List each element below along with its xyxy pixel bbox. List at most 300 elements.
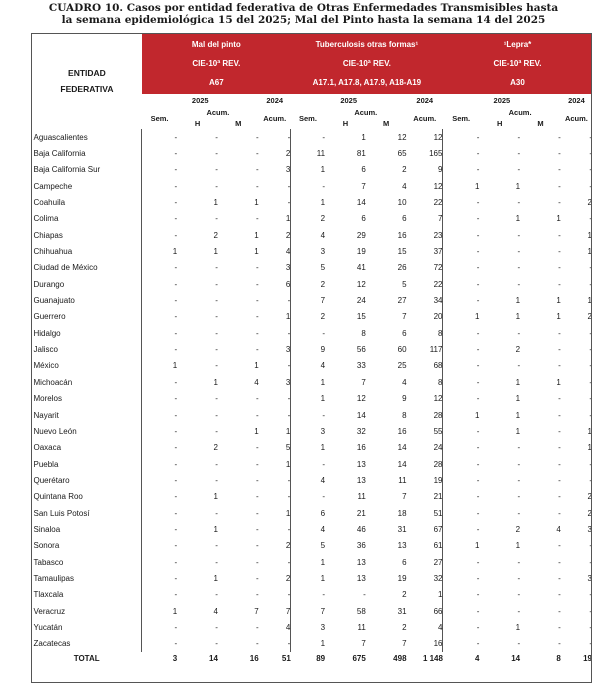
value-cell: - <box>291 178 325 194</box>
value-cell: - <box>255 149 259 159</box>
value-cell: 1 <box>213 198 218 208</box>
value-cell: 1 <box>213 573 218 583</box>
group-rev: CIE-10ª REV. <box>342 59 391 68</box>
value-cell: - <box>558 328 561 338</box>
year-2025: 2025 <box>340 96 358 105</box>
value-cell: - <box>517 590 521 600</box>
value-cell: 9 <box>291 341 325 357</box>
value-cell: - <box>443 587 479 603</box>
value-cell: 1 <box>515 181 521 191</box>
value-cell: - <box>558 443 561 453</box>
value-cell: - <box>287 132 291 142</box>
value-cell: 14 <box>397 459 407 469</box>
value-cell: - <box>558 459 561 469</box>
table-row <box>32 619 593 635</box>
value-cell: 4 <box>402 377 407 387</box>
value-cell: 1 <box>254 361 259 371</box>
value-cell: 3 <box>285 165 291 175</box>
value-cell: 61 <box>433 541 443 551</box>
value-cell: 1 <box>291 636 325 652</box>
value-cell: 56 <box>356 345 366 355</box>
value-cell: - <box>589 361 592 371</box>
total-label: TOTAL <box>73 654 100 663</box>
value-cell: 4 <box>402 181 407 191</box>
value-cell: - <box>215 541 218 551</box>
value-cell: 1 <box>515 426 521 436</box>
table-body <box>32 129 593 652</box>
value-cell: 1 <box>291 391 325 407</box>
value-cell: - <box>517 606 521 616</box>
value-cell: 7 <box>361 377 366 387</box>
value-cell: - <box>215 508 218 518</box>
value-cell: - <box>142 423 177 439</box>
value-cell: - <box>558 508 561 518</box>
value-cell: 3 <box>285 345 291 355</box>
value-cell: - <box>443 276 479 292</box>
value-cell: 6 <box>361 214 366 224</box>
value-cell: 20 <box>433 312 443 322</box>
value-cell: - <box>443 423 479 439</box>
value-cell: 13 <box>397 541 407 551</box>
table-row <box>32 145 593 161</box>
value-cell: - <box>287 198 291 208</box>
value-cell: - <box>589 279 592 289</box>
value-cell: - <box>443 505 479 521</box>
title-line-2: la semana epidemiológica 15 del 2025; Mal del Pinto hasta la semana 14 del 2025 <box>61 14 546 26</box>
table-row <box>32 636 593 652</box>
value-cell: 1 <box>285 214 291 224</box>
value-cell: 2 <box>213 443 218 453</box>
sem-header: Sem. <box>150 113 169 123</box>
value-cell: - <box>589 165 592 175</box>
value-cell: - <box>558 573 561 583</box>
value-cell: 5 <box>285 443 291 453</box>
value-cell: - <box>291 129 325 145</box>
group-header-lepra <box>443 33 592 94</box>
value-cell: 72 <box>433 263 443 273</box>
value-cell: - <box>443 489 479 505</box>
group-rev: CIE-10ª REV. <box>493 59 542 68</box>
value-cell: 16 <box>397 230 407 240</box>
value-cell: 1 <box>254 247 259 257</box>
entidad-name: Quintana Roo <box>32 489 142 505</box>
value-cell: - <box>291 587 325 603</box>
value-cell: - <box>443 260 479 276</box>
value-cell: 7 <box>291 292 325 308</box>
value-cell: - <box>215 345 218 355</box>
table-row <box>32 472 593 488</box>
value-cell: - <box>443 636 479 652</box>
table-row <box>32 178 593 194</box>
value-cell: - <box>142 440 177 456</box>
value-cell: 4 <box>254 377 259 387</box>
value-cell: 2 <box>285 541 291 551</box>
value-cell: - <box>291 456 325 472</box>
group-name: Mal del pinto <box>191 40 241 49</box>
value-cell: - <box>363 590 366 600</box>
value-cell: - <box>215 426 218 436</box>
value-cell: - <box>558 361 561 371</box>
group-header-mal-del-pinto <box>142 33 291 94</box>
value-cell: - <box>215 328 218 338</box>
value-cell: - <box>589 459 592 469</box>
value-cell: 9 <box>402 394 407 404</box>
value-cell: 12 <box>397 132 407 142</box>
value-cell: 2 <box>587 198 592 208</box>
value-cell: - <box>142 619 177 635</box>
table-row <box>32 538 593 554</box>
value-cell: - <box>443 292 479 308</box>
value-cell: - <box>287 590 291 600</box>
value-cell: - <box>558 279 561 289</box>
value-cell: 15 <box>397 247 407 257</box>
value-cell: 23 <box>433 230 443 240</box>
value-cell: 7 <box>291 603 325 619</box>
value-cell: - <box>443 325 479 341</box>
value-cell: 2 <box>402 165 407 175</box>
value-cell: 1 <box>587 443 592 453</box>
value-cell: 1 <box>254 230 259 240</box>
value-cell: 1 <box>515 214 521 224</box>
entidad-name: Yucatán <box>32 619 142 635</box>
value-cell: - <box>517 247 521 257</box>
value-cell: - <box>558 149 561 159</box>
value-cell: 1 <box>587 426 592 436</box>
value-cell: - <box>291 407 325 423</box>
entidad-name: Chiapas <box>32 227 142 243</box>
value-cell: 12 <box>433 181 443 191</box>
table-row <box>32 374 593 390</box>
value-cell: - <box>215 296 218 306</box>
entidad-name: Aguascalientes <box>32 129 142 145</box>
year-2024: 2024 <box>568 96 585 105</box>
entidad-name: Coahuila <box>32 194 142 210</box>
value-cell: - <box>142 194 177 210</box>
value-cell: 2 <box>213 230 218 240</box>
value-cell: - <box>443 211 479 227</box>
value-cell: 1 <box>213 524 218 534</box>
value-cell: 31 <box>397 606 407 616</box>
value-cell: 6 <box>361 165 366 175</box>
value-cell: - <box>215 622 218 632</box>
value-cell: 1 <box>556 214 561 224</box>
value-cell: - <box>215 361 218 371</box>
value-cell: - <box>142 260 177 276</box>
value-cell: - <box>443 521 479 537</box>
value-cell: 1 <box>443 178 479 194</box>
value-cell: 15 <box>356 312 366 322</box>
value-cell: - <box>589 590 592 600</box>
value-cell: - <box>589 263 592 273</box>
value-cell: - <box>589 557 592 567</box>
value-cell: - <box>558 492 561 502</box>
table-row <box>32 162 593 178</box>
value-cell: 1 <box>515 410 521 420</box>
value-cell: - <box>255 165 259 175</box>
value-cell: - <box>589 132 592 142</box>
value-cell: - <box>255 573 259 583</box>
entidad-name: Chihuahua <box>32 243 142 259</box>
value-cell: 68 <box>433 361 443 371</box>
value-cell: 16 <box>356 443 366 453</box>
acum-header: Acum. <box>263 113 287 123</box>
value-cell: - <box>558 475 561 485</box>
value-cell: 37 <box>433 247 443 257</box>
value-cell: 22 <box>433 198 443 208</box>
total-cell: 14 <box>511 654 521 663</box>
value-cell: 1 <box>443 538 479 554</box>
entidad-label-2: FEDERATIVA <box>60 84 114 94</box>
table-row <box>32 391 593 407</box>
value-cell: 1 <box>443 407 479 423</box>
year-2024: 2024 <box>266 96 284 105</box>
entidad-name: San Luis Potosí <box>32 505 142 521</box>
value-cell: - <box>558 639 561 649</box>
value-cell: 2 <box>285 573 291 583</box>
acum-header: Acum. <box>564 113 588 123</box>
value-cell: 117 <box>429 345 443 355</box>
value-cell: - <box>255 492 259 502</box>
value-cell: 21 <box>356 508 366 518</box>
table-row <box>32 276 593 292</box>
value-cell: - <box>255 443 259 453</box>
value-cell: 1 <box>515 394 521 404</box>
m-header: M <box>537 119 544 128</box>
value-cell: - <box>142 587 177 603</box>
value-cell: - <box>215 590 218 600</box>
value-cell: 6 <box>402 328 407 338</box>
value-cell: 4 <box>285 622 291 632</box>
value-cell: - <box>558 606 561 616</box>
value-cell: 7 <box>285 606 291 616</box>
value-cell: 32 <box>356 426 366 436</box>
value-cell: 7 <box>402 312 407 322</box>
value-cell: - <box>255 296 259 306</box>
value-cell: - <box>255 508 259 518</box>
value-cell: - <box>215 394 218 404</box>
value-cell: - <box>255 541 259 551</box>
table-row <box>32 325 593 341</box>
value-cell: - <box>142 325 177 341</box>
value-cell: - <box>589 181 592 191</box>
value-cell: - <box>255 132 259 142</box>
year-2024: 2024 <box>416 96 434 105</box>
value-cell: - <box>142 162 177 178</box>
table-row <box>32 358 593 374</box>
value-cell: 7 <box>402 492 407 502</box>
value-cell: 1 <box>291 374 325 390</box>
value-cell: 16 <box>433 639 443 649</box>
value-cell: 28 <box>433 410 443 420</box>
value-cell: 9 <box>438 165 443 175</box>
value-cell: - <box>589 639 592 649</box>
value-cell: 1 <box>285 459 291 469</box>
value-cell: - <box>142 211 177 227</box>
entidad-name: Morelos <box>32 391 142 407</box>
value-cell: 1 <box>587 230 592 240</box>
value-cell: 1 <box>291 570 325 586</box>
entidad-name: Sinaloa <box>32 521 142 537</box>
value-cell: 2 <box>587 312 592 322</box>
value-cell: 3 <box>291 243 325 259</box>
value-cell: - <box>443 570 479 586</box>
value-cell: - <box>287 492 291 502</box>
value-cell: - <box>142 521 177 537</box>
total-cell: 3 <box>172 654 178 663</box>
value-cell: - <box>142 374 177 390</box>
value-cell: - <box>443 129 479 145</box>
value-cell: - <box>142 489 177 505</box>
value-cell: 2 <box>587 492 592 502</box>
value-cell: - <box>558 181 561 191</box>
value-cell: 6 <box>402 557 407 567</box>
value-cell: 11 <box>357 622 366 632</box>
value-cell: 1 <box>361 132 366 142</box>
value-cell: 12 <box>433 132 443 142</box>
value-cell: - <box>255 459 259 469</box>
value-cell: - <box>287 639 291 649</box>
value-cell: 2 <box>291 211 325 227</box>
value-cell: - <box>558 165 561 175</box>
value-cell: 14 <box>356 410 366 420</box>
table-row <box>32 521 593 537</box>
value-cell: 19 <box>356 247 366 257</box>
value-cell: 7 <box>254 606 259 616</box>
value-cell: 21 <box>433 492 443 502</box>
entidad-name: Campeche <box>32 178 142 194</box>
table-row <box>32 129 593 145</box>
total-cell: 498 <box>393 654 407 663</box>
value-cell: 16 <box>397 426 407 436</box>
group-code: A17.1, A17.8, A17.9, A18-A19 <box>312 78 422 87</box>
value-cell: 22 <box>433 279 443 289</box>
value-cell: 65 <box>397 149 407 159</box>
value-cell: - <box>142 309 177 325</box>
value-cell: 18 <box>397 508 407 518</box>
group-name: Tuberculosis otras formas¹ <box>315 40 419 49</box>
value-cell: 13 <box>356 459 366 469</box>
value-cell: 1 <box>291 554 325 570</box>
value-cell: 66 <box>433 606 443 616</box>
value-cell: 41 <box>356 263 366 273</box>
table-row <box>32 407 593 423</box>
value-cell: 1 <box>556 312 561 322</box>
value-cell: 1 <box>556 296 561 306</box>
value-cell: - <box>443 341 479 357</box>
value-cell: - <box>255 557 259 567</box>
value-cell: - <box>517 361 521 371</box>
value-cell: - <box>142 391 177 407</box>
h-header: H <box>342 119 349 128</box>
value-cell: 1 <box>587 247 592 257</box>
value-cell: 7 <box>438 214 443 224</box>
cases-table <box>31 33 592 665</box>
sem-header: Sem. <box>452 113 471 123</box>
value-cell: - <box>589 377 592 387</box>
value-cell: - <box>558 557 561 567</box>
value-cell: 1 <box>587 296 592 306</box>
value-cell: 27 <box>433 557 443 567</box>
table-row <box>32 341 593 357</box>
value-cell: 13 <box>356 475 366 485</box>
value-cell: 4 <box>213 606 218 616</box>
value-cell: 2 <box>291 276 325 292</box>
entidad-name: Tabasco <box>32 554 142 570</box>
value-cell: 3 <box>587 573 592 583</box>
entidad-name: Puebla <box>32 456 142 472</box>
value-cell: 6 <box>285 279 291 289</box>
value-cell: - <box>287 524 291 534</box>
total-cell: 4 <box>474 654 480 663</box>
value-cell: 1 <box>142 243 177 259</box>
acum-header: Acum. <box>206 108 230 117</box>
value-cell: 34 <box>433 296 443 306</box>
value-cell: 1 <box>515 541 521 551</box>
value-cell: 1 <box>254 198 259 208</box>
entidad-name: Querétaro <box>32 472 142 488</box>
value-cell: - <box>558 590 561 600</box>
value-cell: 14 <box>356 198 366 208</box>
value-cell: - <box>291 489 325 505</box>
value-cell: - <box>215 132 218 142</box>
value-cell: - <box>589 622 592 632</box>
acum-header: Acum. <box>413 113 437 123</box>
table-row <box>32 292 593 308</box>
table-row <box>32 309 593 325</box>
acum-header: Acum. <box>354 108 378 117</box>
entidad-name: Veracruz <box>32 603 142 619</box>
value-cell: - <box>142 472 177 488</box>
value-cell: - <box>558 230 561 240</box>
value-cell: - <box>517 263 521 273</box>
value-cell: 11 <box>357 492 366 502</box>
value-cell: - <box>255 394 259 404</box>
total-cell: 19 <box>583 654 592 663</box>
value-cell: 10 <box>397 198 407 208</box>
total-row <box>32 652 593 665</box>
value-cell: 32 <box>433 573 443 583</box>
entidad-name: Hidalgo <box>32 325 142 341</box>
value-cell: 3 <box>291 423 325 439</box>
value-cell: 2 <box>515 524 521 534</box>
value-cell: - <box>517 459 521 469</box>
value-cell: 1 <box>515 622 521 632</box>
value-cell: 5 <box>291 260 325 276</box>
value-cell: - <box>443 440 479 456</box>
value-cell: 29 <box>356 230 366 240</box>
table-row <box>32 440 593 456</box>
value-cell: - <box>215 312 218 322</box>
value-cell: - <box>287 296 291 306</box>
entidad-name: Baja California <box>32 145 142 161</box>
value-cell: - <box>215 475 218 485</box>
sem-header: Sem. <box>298 113 317 123</box>
value-cell: - <box>589 394 592 404</box>
value-cell: 1 <box>142 358 177 374</box>
value-cell: - <box>517 492 521 502</box>
value-cell: 27 <box>397 296 407 306</box>
value-cell: - <box>517 328 521 338</box>
value-cell: - <box>287 328 291 338</box>
value-cell: - <box>287 475 291 485</box>
value-cell: 67 <box>433 524 443 534</box>
value-cell: 6 <box>402 214 407 224</box>
value-cell: 46 <box>356 524 366 534</box>
value-cell: - <box>517 475 521 485</box>
value-cell: 26 <box>397 263 407 273</box>
value-cell: 12 <box>433 394 443 404</box>
value-cell: 3 <box>285 263 291 273</box>
